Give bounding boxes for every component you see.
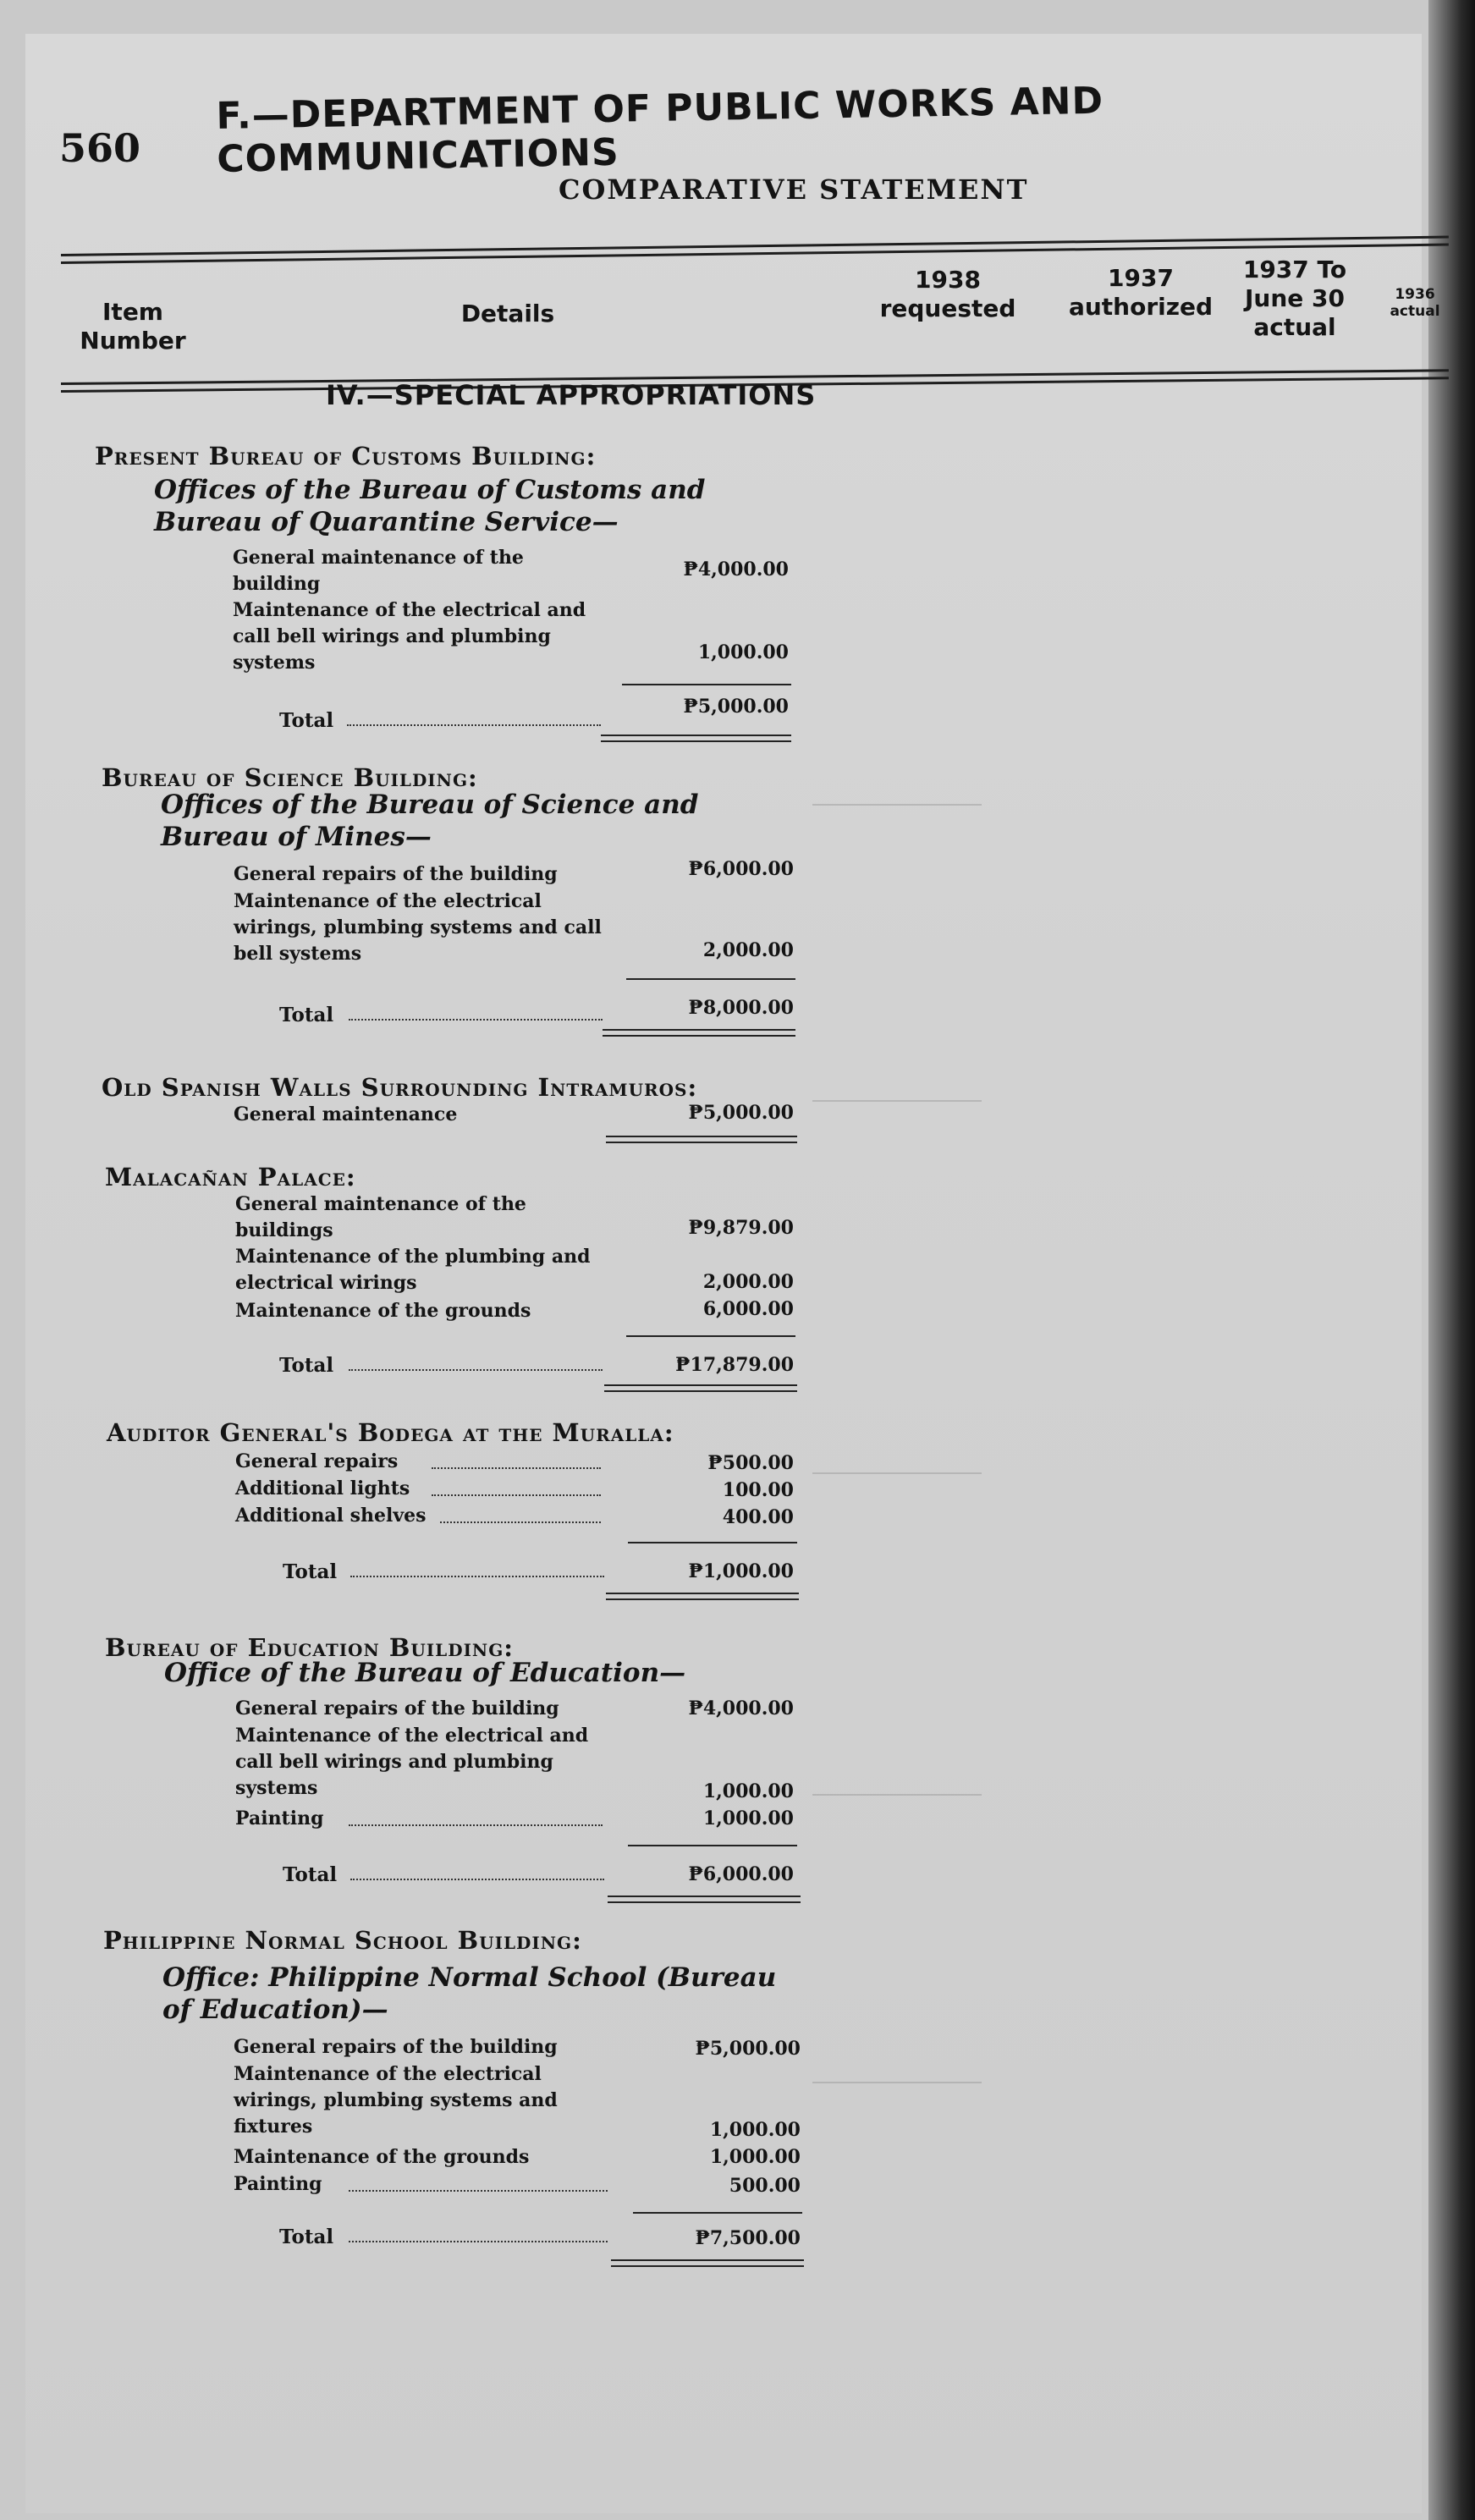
line-item-desc: General maintenance [234, 1103, 458, 1125]
leader-dots [349, 1824, 603, 1826]
total-double-rule [611, 2259, 804, 2267]
line-item-amount: 2,000.00 [702, 939, 794, 961]
total-label: Total [283, 1863, 338, 1886]
line-item-amount: 400.00 [722, 1506, 794, 1528]
line-item-amount: 1,000.00 [702, 1807, 794, 1829]
page-number: 560 [59, 125, 141, 171]
leader-dots [432, 1494, 601, 1496]
line-item-amount: 1,000.00 [709, 2146, 801, 2168]
line-item-desc: Maintenance of the grounds [234, 2146, 530, 2168]
subtotal-rule [628, 1542, 797, 1543]
total-amount: ₱17,879.00 [675, 1354, 794, 1376]
line-item-amount: 2,000.00 [702, 1271, 794, 1293]
line-item-amount: ₱6,000.00 [688, 858, 794, 880]
office-heading: Office of the Bureau of Education— [164, 1658, 686, 1688]
line-item-desc: Maintenance of the electrical wirings, plumbing systems and call bell systems [234, 890, 602, 965]
col-1936-actual: 1936 actual [1390, 286, 1440, 320]
total-double-rule [603, 1029, 795, 1037]
reverse-page-show-through [812, 474, 1362, 2166]
line-item-desc: Additional lights [235, 1477, 410, 1499]
total-label: Total [279, 709, 334, 732]
col-item-number: Item Number [80, 298, 186, 355]
line-item-amount: 500.00 [729, 2175, 801, 2197]
subtotal-rule [633, 2212, 802, 2214]
total-label: Total [279, 1004, 334, 1026]
building-heading: Old Spanish Walls Surrounding Intramuros: [102, 1073, 698, 1102]
total-double-rule [606, 1136, 797, 1143]
building-heading: Bureau of Education Building: [105, 1633, 514, 1662]
line-item-desc: General maintenance of the buildings [235, 1193, 526, 1241]
line-item-desc: General repairs [235, 1450, 399, 1472]
line-item-amount: ₱9,879.00 [688, 1217, 794, 1239]
line-item-amount: 1,000.00 [697, 641, 789, 663]
subtotal-rule [622, 684, 791, 685]
line-item-desc: Maintenance of the electrical and call bell wirings and plumbing systems [235, 1725, 589, 1799]
total-label: Total [283, 1560, 338, 1583]
subtotal-rule [628, 1845, 797, 1846]
office-heading: Offices of the Bureau of Customs and Bureau of Quarantine Service— [154, 475, 706, 537]
line-item-desc: Maintenance of the grounds [235, 1300, 531, 1322]
total-double-rule [604, 1384, 797, 1392]
total-amount: ₱5,000.00 [683, 696, 789, 718]
line-item-amount: ₱5,000.00 [688, 1102, 794, 1124]
building-heading: Bureau of Science Building: [102, 763, 478, 792]
total-double-rule [606, 1593, 799, 1600]
line-item-desc: Painting [235, 1807, 324, 1829]
leader-dots [347, 724, 601, 726]
line-item-desc: General repairs of the building [235, 1697, 559, 1719]
col-1937-authorized: 1937 authorized [1068, 264, 1214, 321]
total-double-rule [608, 1896, 801, 1903]
line-item-desc: Painting [234, 2173, 322, 2195]
col-1938-requested: 1938 requested [879, 266, 1016, 322]
leader-dots [350, 1576, 604, 1577]
office-heading: Office: Philippine Normal School (Bureau of Education)— [162, 1962, 777, 2025]
subtotal-rule [626, 978, 795, 980]
line-item-amount: 1,000.00 [702, 1780, 794, 1802]
line-item-desc: Maintenance of the electrical and call bell wirings and plumbing systems [233, 599, 586, 674]
statement-title: COMPARATIVE STATEMENT [559, 173, 1029, 206]
line-item-desc: Maintenance of the plumbing and electrical wirings [235, 1246, 591, 1294]
line-item-desc: General repairs of the building [234, 863, 558, 885]
line-item-desc: Maintenance of the electrical wirings, plumbing systems and fixtures [234, 2063, 558, 2138]
total-amount: ₱1,000.00 [688, 1560, 794, 1582]
total-double-rule [601, 735, 791, 742]
line-item-amount: ₱5,000.00 [695, 2038, 801, 2060]
col-details: Details [460, 300, 555, 327]
total-amount: ₱7,500.00 [695, 2227, 801, 2249]
total-amount: ₱6,000.00 [688, 1863, 794, 1885]
leader-dots [350, 1879, 604, 1880]
line-item-amount: ₱4,000.00 [683, 558, 789, 580]
line-item-amount: ₱4,000.00 [688, 1697, 794, 1719]
leader-dots [349, 1019, 603, 1021]
leader-dots [349, 2241, 608, 2242]
leader-dots [432, 1467, 601, 1469]
line-item-amount: ₱500.00 [707, 1452, 794, 1474]
col-1937-to-june: 1937 To June 30 actual [1242, 256, 1347, 341]
line-item-amount: 100.00 [722, 1479, 794, 1501]
line-item-amount: 1,000.00 [709, 2119, 801, 2141]
line-item-amount: 6,000.00 [702, 1298, 794, 1320]
total-label: Total [279, 2226, 334, 2248]
leader-dots [440, 1521, 601, 1523]
building-heading: Philippine Normal School Building: [103, 1926, 582, 1955]
total-label: Total [279, 1354, 334, 1377]
line-item-desc: Additional shelves [235, 1505, 427, 1527]
leader-dots [349, 1369, 603, 1371]
subtotal-rule [626, 1335, 795, 1337]
total-amount: ₱8,000.00 [688, 997, 794, 1019]
office-heading: Offices of the Bureau of Science and Bureau of Mines— [161, 790, 699, 852]
department-title: F.—DEPARTMENT OF PUBLIC WORKS AND COMMUNICATIONS [216, 79, 1104, 181]
building-heading: Present Bureau of Customs Building: [95, 442, 597, 470]
building-heading: Auditor General's Bodega at the Muralla: [107, 1418, 674, 1447]
line-item-desc: General repairs of the building [234, 2036, 558, 2058]
leader-dots [349, 2190, 608, 2192]
building-heading: Malacañan Palace: [105, 1163, 356, 1191]
section-title: IV.—SPECIAL APPROPRIATIONS [326, 379, 817, 411]
line-item-desc: General maintenance of the building [233, 547, 524, 595]
